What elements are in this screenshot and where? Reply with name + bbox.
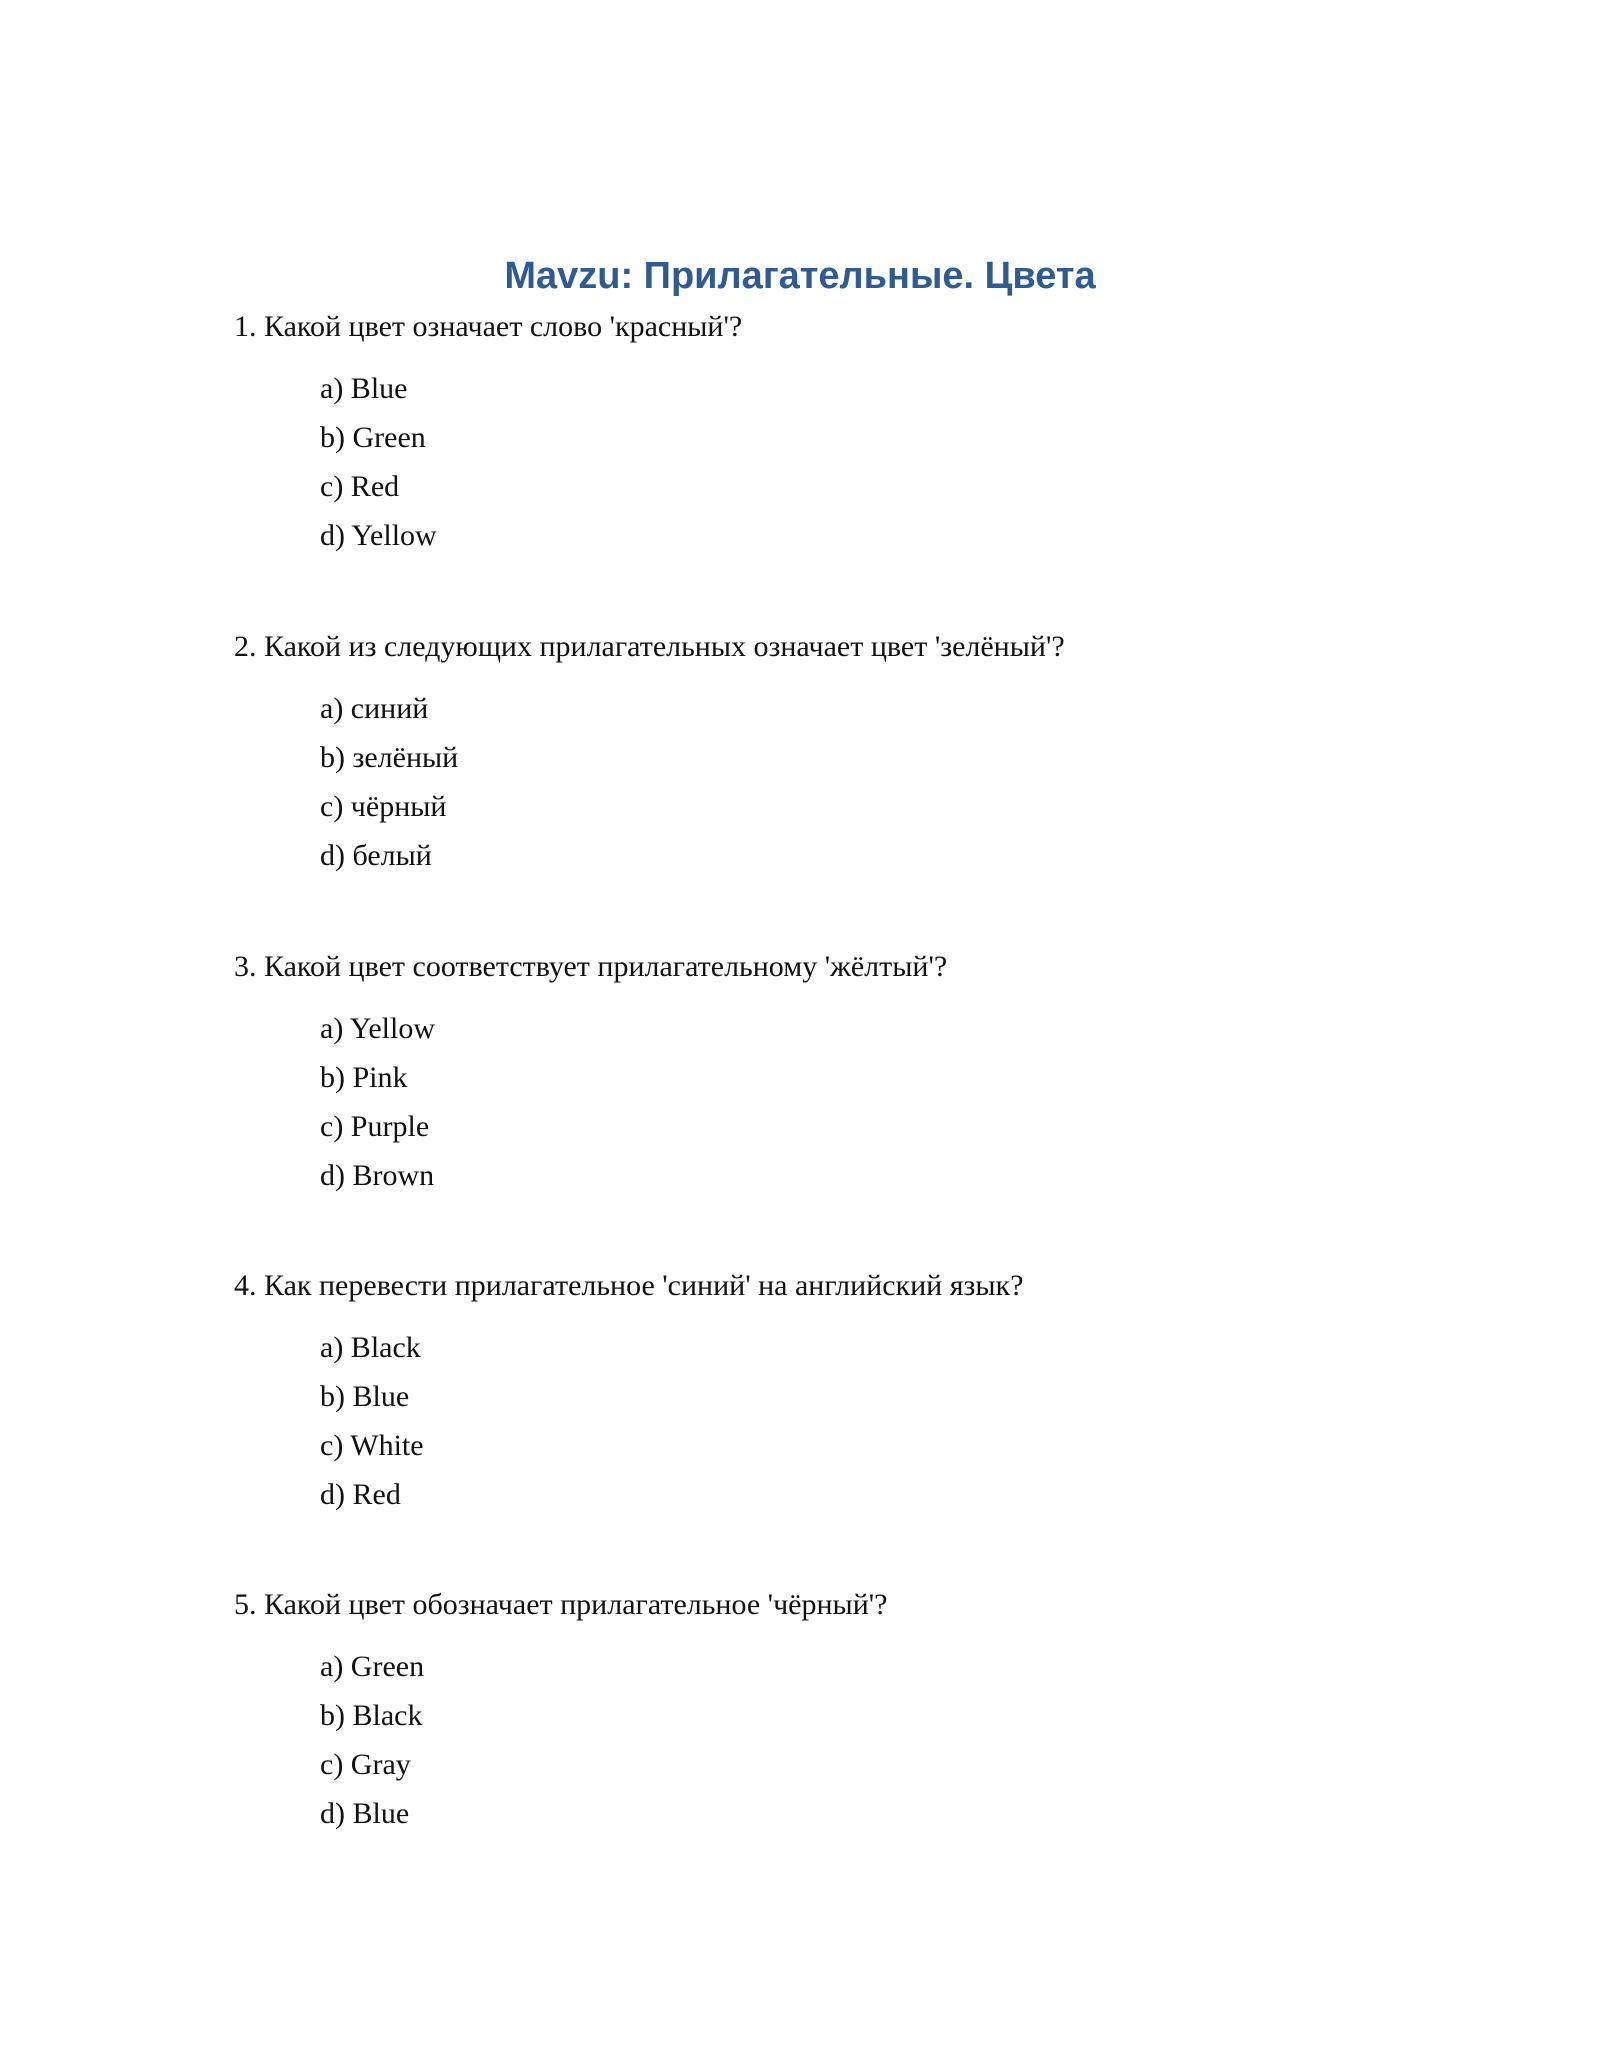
answer-option: d) Red xyxy=(320,1478,401,1511)
answer-option: c) White xyxy=(320,1429,424,1462)
answer-option: b) Black xyxy=(320,1699,423,1732)
question-2 xyxy=(234,627,1434,880)
document-title: Mavzu: Прилагательные. Цвета xyxy=(504,255,1096,297)
answer-option: c) Gray xyxy=(320,1748,411,1781)
answer-option: d) белый xyxy=(320,839,432,872)
question-4 xyxy=(234,1266,1434,1519)
answer-option: b) Green xyxy=(320,421,426,454)
answer-option: a) синий xyxy=(320,692,429,725)
answer-options xyxy=(234,364,1434,560)
answer-options xyxy=(234,1642,1434,1838)
answer-option: b) Pink xyxy=(320,1061,408,1094)
answer-options xyxy=(234,1323,1434,1519)
answer-options xyxy=(234,1004,1434,1200)
answer-option: c) Purple xyxy=(320,1110,430,1143)
answer-option: a) Blue xyxy=(320,372,408,405)
question-5 xyxy=(234,1585,1434,1838)
answer-option: b) зелёный xyxy=(320,741,459,774)
question-text: 2. Какой из следующих прилагательных означает цвет 'зелёный'? xyxy=(234,630,1065,663)
answer-option: a) Black xyxy=(320,1331,421,1364)
question-text: 4. Как перевести прилагательное 'синий' на английский язык? xyxy=(234,1269,1024,1302)
answer-option: d) Blue xyxy=(320,1797,410,1830)
answer-options xyxy=(234,684,1434,880)
question-3 xyxy=(234,947,1434,1200)
question-text: 3. Какой цвет соответствует прилагательному 'жёлтый'? xyxy=(234,950,948,983)
answer-option: b) Blue xyxy=(320,1380,410,1413)
answer-option: a) Yellow xyxy=(320,1012,436,1045)
answer-option: c) Red xyxy=(320,470,400,503)
question-1 xyxy=(234,307,1434,560)
answer-option: a) Green xyxy=(320,1650,425,1683)
question-text: 5. Какой цвет обозначает прилагательное 'чёрный'? xyxy=(234,1588,888,1621)
question-text: 1. Какой цвет означает слово 'красный'? xyxy=(234,310,743,343)
answer-option: d) Brown xyxy=(320,1159,435,1192)
answer-option: d) Yellow xyxy=(320,519,437,552)
answer-option: c) чёрный xyxy=(320,790,447,823)
